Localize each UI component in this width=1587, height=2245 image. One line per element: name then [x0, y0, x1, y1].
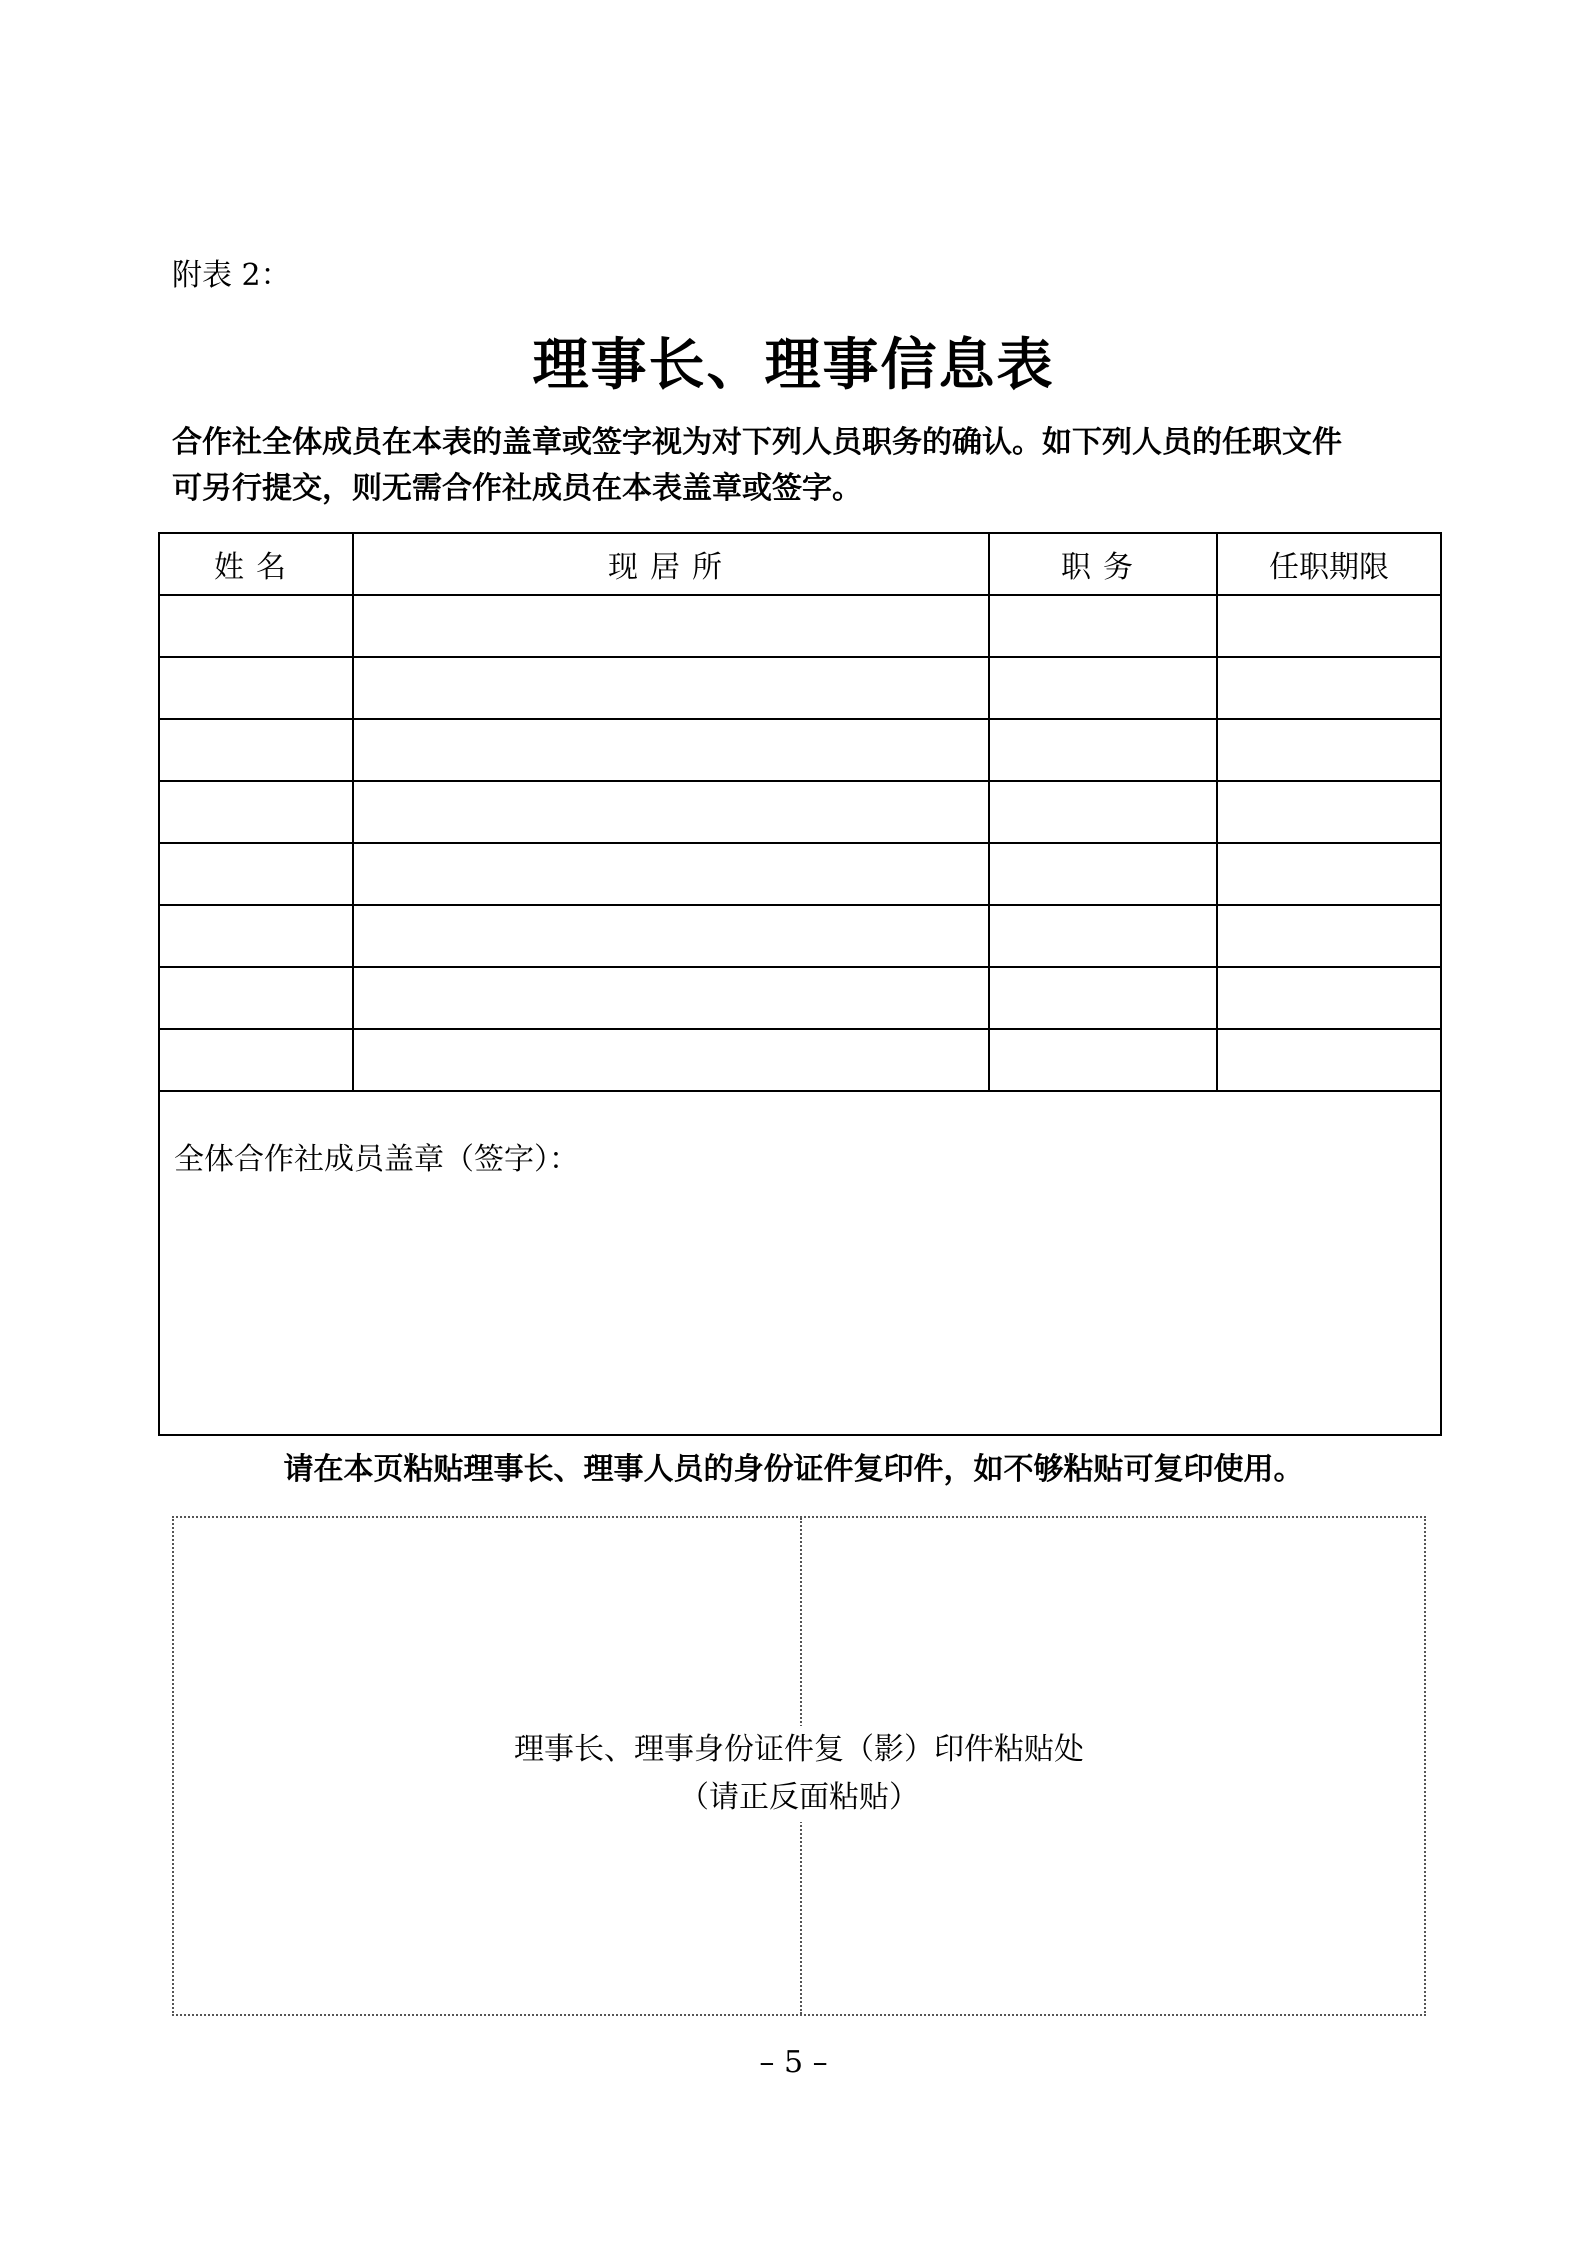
cell-position[interactable]: [989, 843, 1217, 905]
paste-area-line-2: （请正反面粘贴）: [675, 1774, 923, 1822]
cell-name[interactable]: [159, 905, 353, 967]
cell-name[interactable]: [159, 843, 353, 905]
page-title: 理事长、理事信息表: [532, 332, 1055, 398]
cell-term[interactable]: [1217, 967, 1441, 1029]
header-term: 任职期限: [1217, 533, 1441, 595]
id-copy-paste-area: [172, 1516, 1426, 2016]
intro-line-1: 合作社全体成员在本表的盖章或签字视为对下列人员职务的确认。如下列人员的任职文件: [172, 425, 1342, 460]
director-info-table: [158, 532, 1442, 1436]
table-row: [159, 1029, 1441, 1091]
paste-area-line-1: 理事长、理事身份证件复（影）印件粘贴处: [510, 1726, 1088, 1774]
cell-position[interactable]: [989, 905, 1217, 967]
table-row: [159, 657, 1441, 719]
header-name: 姓名: [159, 533, 353, 595]
cell-position[interactable]: [989, 967, 1217, 1029]
cell-residence[interactable]: [353, 905, 989, 967]
cell-name[interactable]: [159, 657, 353, 719]
page-number: – 5 –: [759, 2045, 828, 2080]
cell-residence[interactable]: [353, 843, 989, 905]
signature-cell[interactable]: [159, 1091, 1441, 1435]
cell-position[interactable]: [989, 781, 1217, 843]
cell-name[interactable]: [159, 719, 353, 781]
cell-term[interactable]: [1217, 595, 1441, 657]
cell-residence[interactable]: [353, 657, 989, 719]
cell-residence[interactable]: [353, 967, 989, 1029]
cell-residence[interactable]: [353, 719, 989, 781]
header-position: 职务: [989, 533, 1217, 595]
table-row: [159, 843, 1441, 905]
intro-line-2: 可另行提交，则无需合作社成员在本表盖章或签字。: [172, 471, 862, 506]
table-row: [159, 595, 1441, 657]
table-header-row: [159, 533, 1441, 595]
cell-term[interactable]: [1217, 843, 1441, 905]
signature-label: 全体合作社成员盖章（签字）：: [174, 1142, 579, 1177]
cell-position[interactable]: [989, 595, 1217, 657]
table-row: [159, 719, 1441, 781]
cell-term[interactable]: [1217, 719, 1441, 781]
cell-position[interactable]: [989, 1029, 1217, 1091]
paste-area-text: [174, 1726, 1424, 1822]
cell-position[interactable]: [989, 657, 1217, 719]
cell-name[interactable]: [159, 595, 353, 657]
signature-row: [159, 1091, 1441, 1435]
paste-instruction: 请在本页粘贴理事长、理事人员的身份证件复印件，如不够粘贴可复印使用。: [283, 1452, 1304, 1487]
table-row: [159, 781, 1441, 843]
header-residence: 现居所: [353, 533, 989, 595]
cell-residence[interactable]: [353, 1029, 989, 1091]
cell-name[interactable]: [159, 1029, 353, 1091]
cell-position[interactable]: [989, 719, 1217, 781]
cell-name[interactable]: [159, 781, 353, 843]
table-row: [159, 905, 1441, 967]
cell-residence[interactable]: [353, 595, 989, 657]
intro-text: [172, 420, 1437, 512]
annex-label: 附表 2：: [172, 258, 291, 293]
cell-residence[interactable]: [353, 781, 989, 843]
cell-name[interactable]: [159, 967, 353, 1029]
cell-term[interactable]: [1217, 781, 1441, 843]
table-row: [159, 967, 1441, 1029]
cell-term[interactable]: [1217, 657, 1441, 719]
cell-term[interactable]: [1217, 905, 1441, 967]
cell-term[interactable]: [1217, 1029, 1441, 1091]
